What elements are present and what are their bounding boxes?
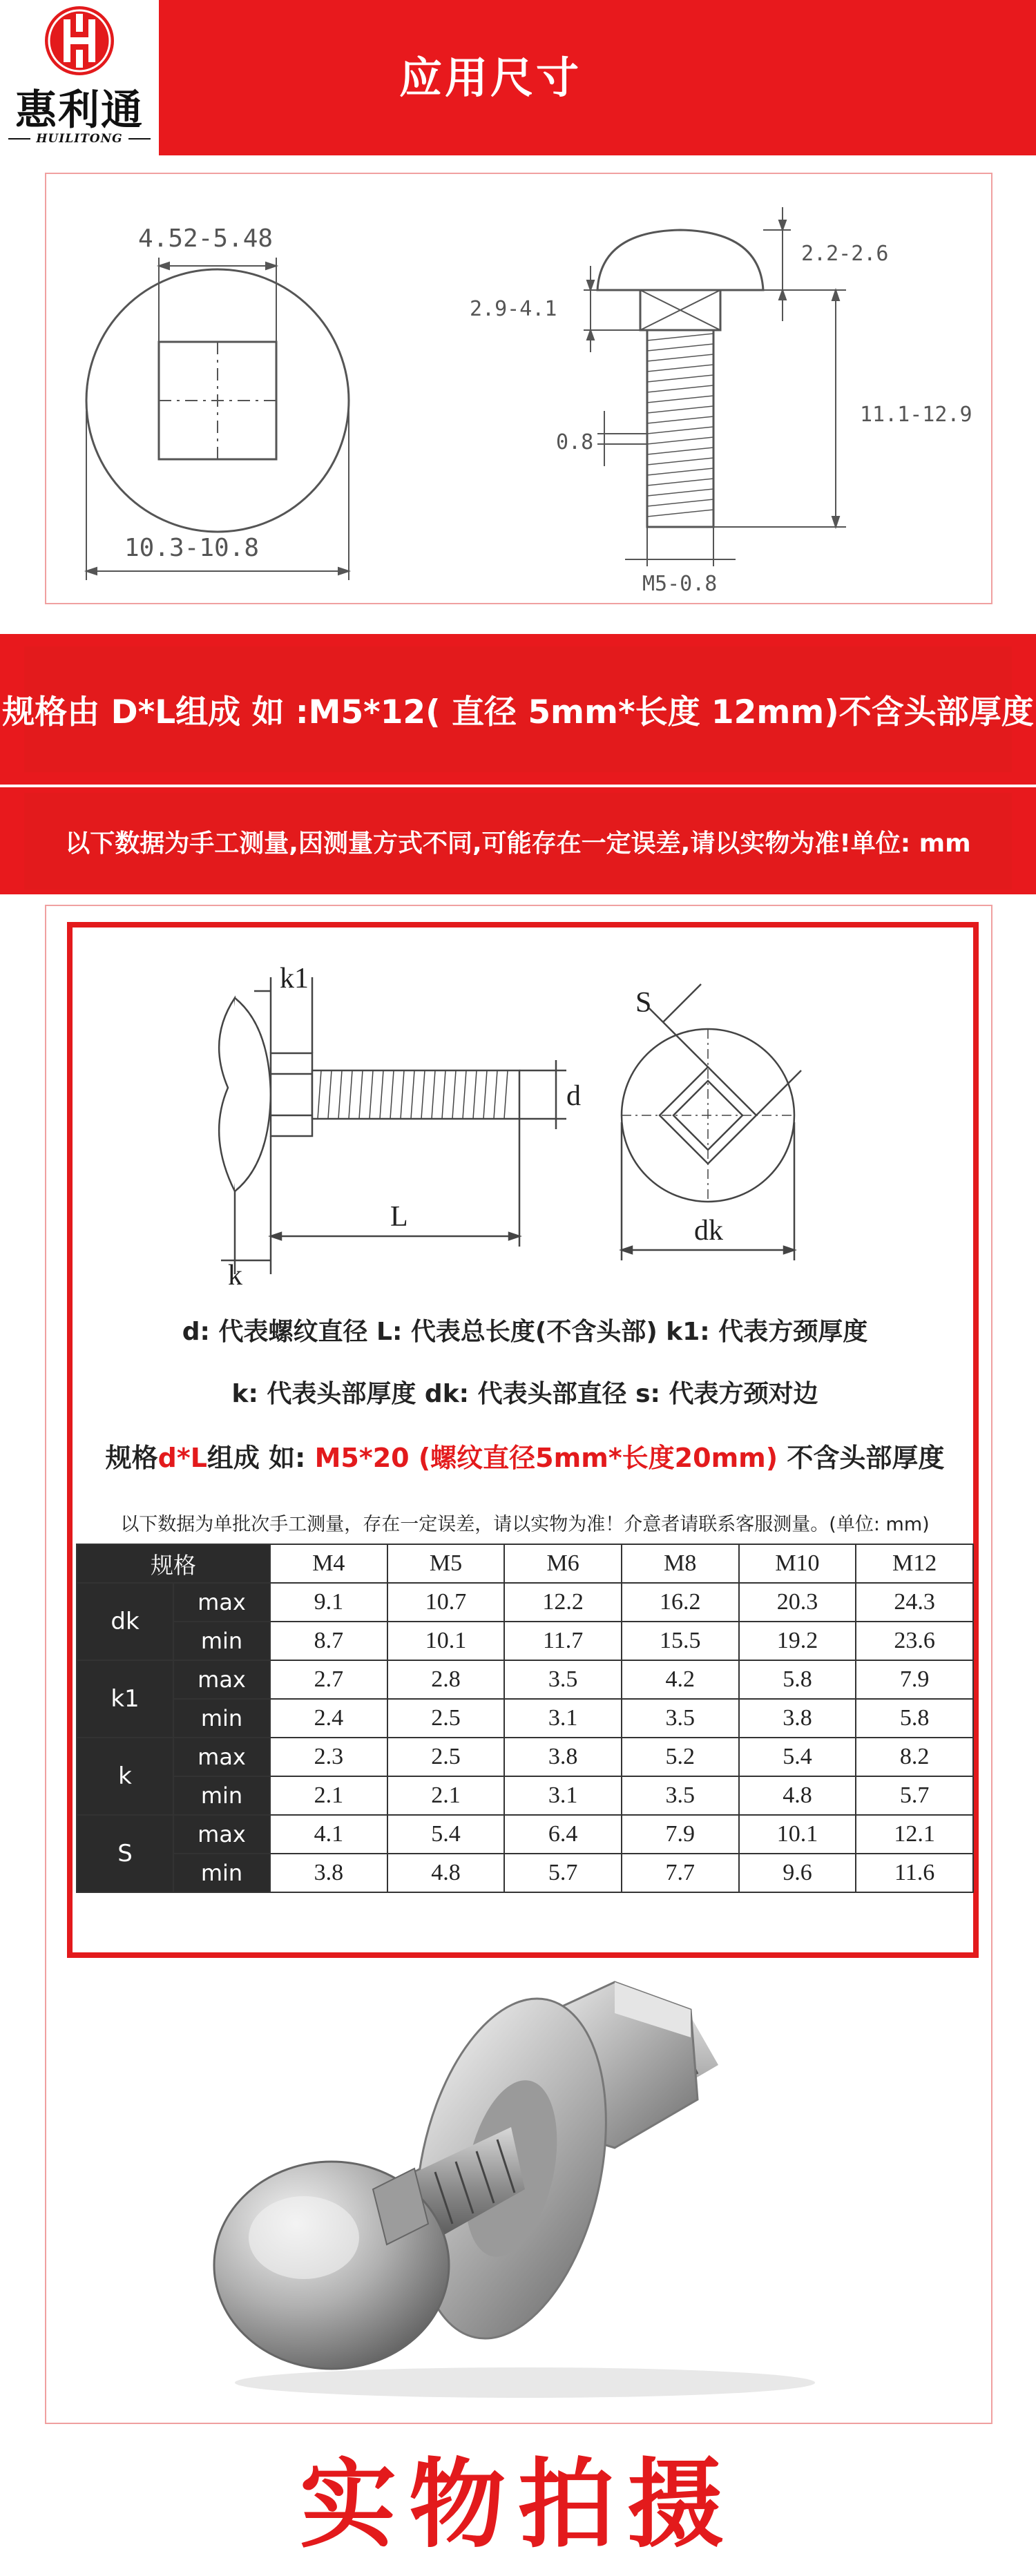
table-cell: 24.3 xyxy=(856,1583,973,1622)
bolt-head-side-view xyxy=(597,230,763,290)
size-header: M6 xyxy=(504,1544,622,1583)
table-cell: 20.3 xyxy=(739,1583,856,1622)
dim-pitch: 0.8 xyxy=(556,430,594,454)
dim-length: 11.1-12.9 xyxy=(860,403,972,427)
logo-name-en-row xyxy=(8,128,151,149)
table-cell: 10.7 xyxy=(387,1583,505,1622)
brand-logo xyxy=(0,0,159,155)
logo-emblem-icon xyxy=(43,4,116,77)
table-cell: 5.7 xyxy=(856,1776,973,1815)
table-row xyxy=(77,1854,973,1892)
table-cell: 4.1 xyxy=(270,1815,387,1854)
logo-name-cn: 惠利通 xyxy=(15,86,144,135)
dim-head-width: 4.52-5.48 xyxy=(138,224,274,253)
table-cell: 3.5 xyxy=(504,1660,622,1699)
table-cell: 4.8 xyxy=(739,1776,856,1815)
spec-format-text: 规格由 D*L组成 如 :M5*12( 直径 5mm*长度 12mm)不含头部厚度 xyxy=(24,646,1012,772)
table-cell: 6.4 xyxy=(504,1815,622,1854)
size-table-wrap xyxy=(76,1544,974,1893)
table-row xyxy=(77,1776,973,1815)
table-corner: 规格 xyxy=(77,1544,270,1583)
measurement-note-band xyxy=(0,787,1036,894)
dimension-label: S xyxy=(77,1815,173,1892)
legend-text-line2: k: 代表头部厚度 dk: 代表头部直径 s: 代表方颈对边 xyxy=(231,1380,818,1408)
size-header: M4 xyxy=(270,1544,387,1583)
size-header: M8 xyxy=(622,1544,739,1583)
table-cell: 9.6 xyxy=(739,1854,856,1892)
table-cell: 2.7 xyxy=(270,1660,387,1699)
spec-dl: d*L xyxy=(157,1443,207,1473)
dimension-label: k xyxy=(77,1738,173,1815)
table-cell: 3.1 xyxy=(504,1776,622,1815)
table-cell: 2.1 xyxy=(270,1776,387,1815)
table-cell: 19.2 xyxy=(739,1622,856,1660)
table-cell: 11.7 xyxy=(504,1622,622,1660)
table-cell: 8.2 xyxy=(856,1738,973,1776)
table-cell: 3.1 xyxy=(504,1699,622,1738)
real-photo-title: 实物拍摄 xyxy=(299,2449,736,2561)
table-cell: 3.5 xyxy=(622,1776,739,1815)
table-cell: 3.5 xyxy=(622,1699,739,1738)
legend-label-k1: k1 xyxy=(280,963,309,994)
table-cell: 3.8 xyxy=(270,1854,387,1892)
table-cell: 2.8 xyxy=(387,1660,505,1699)
table-row xyxy=(77,1815,973,1854)
spec-example-line xyxy=(73,1436,977,1474)
table-cell: 5.8 xyxy=(739,1660,856,1699)
table-cell: 7.9 xyxy=(856,1660,973,1699)
table-cell: 8.7 xyxy=(270,1622,387,1660)
table-cell: 5.4 xyxy=(387,1815,505,1854)
size-header: M10 xyxy=(739,1544,856,1583)
bolt-legend-drawing xyxy=(193,957,884,1288)
table-cell: 10.1 xyxy=(387,1622,505,1660)
legend-label-L: L xyxy=(390,1201,408,1233)
range-type-label: min xyxy=(173,1699,270,1738)
table-cell: 4.2 xyxy=(622,1660,739,1699)
legend-text-line1: d: 代表螺纹直径 L: 代表总长度(不含头部) k1: 代表方颈厚度 xyxy=(182,1318,868,1346)
table-row xyxy=(77,1699,973,1738)
table-cell: 4.8 xyxy=(387,1854,505,1892)
spec-prefix: 规格 xyxy=(105,1443,158,1473)
table-cell: 23.6 xyxy=(856,1622,973,1660)
table-cell: 9.1 xyxy=(270,1583,387,1622)
table-cell: 16.2 xyxy=(622,1583,739,1622)
logo-name-en: HUILITONG xyxy=(36,132,123,146)
page-title: 应用尺寸 xyxy=(399,52,582,103)
spec-format-band xyxy=(0,634,1036,785)
legend-label-S: S xyxy=(635,987,652,1019)
size-header: M12 xyxy=(856,1544,973,1583)
table-cell: 7.7 xyxy=(622,1854,739,1892)
dimension-label: dk xyxy=(77,1583,173,1660)
dim-thread: M5-0.8 xyxy=(642,572,718,596)
table-cell: 3.8 xyxy=(739,1699,856,1738)
table-cell: 12.2 xyxy=(504,1583,622,1622)
range-type-label: max xyxy=(173,1738,270,1776)
table-cell: 15.5 xyxy=(622,1622,739,1660)
legend-thread xyxy=(312,1070,519,1119)
table-cell: 11.6 xyxy=(856,1854,973,1892)
table-cell: 2.5 xyxy=(387,1738,505,1776)
table-header-row xyxy=(77,1544,973,1583)
table-row xyxy=(77,1583,973,1622)
table-cell: 3.8 xyxy=(504,1738,622,1776)
logo-divider xyxy=(8,138,30,140)
range-type-label: min xyxy=(173,1776,270,1815)
product-photo xyxy=(166,1961,856,2410)
table-row xyxy=(77,1622,973,1660)
table-cell: 5.4 xyxy=(739,1738,856,1776)
legend-label-k: k xyxy=(228,1260,242,1288)
size-header: M5 xyxy=(387,1544,505,1583)
dim-neck-height: 2.9-4.1 xyxy=(470,297,557,321)
spec-mid: 组成 如: xyxy=(207,1443,315,1473)
table-cell: 5.8 xyxy=(856,1699,973,1738)
measurement-note-text: 以下数据为手工测量,因测量方式不同,可能存在一定误差,请以实物为准!单位: mm xyxy=(24,793,1012,890)
table-row xyxy=(77,1738,973,1776)
spec-suffix: 不含头部厚度 xyxy=(778,1443,945,1473)
table-cell: 2.4 xyxy=(270,1699,387,1738)
table-body xyxy=(77,1583,973,1892)
spec-example: M5*20 (螺纹直径5mm*长度20mm) xyxy=(314,1443,778,1473)
range-type-label: max xyxy=(173,1660,270,1699)
range-type-label: max xyxy=(173,1583,270,1622)
carriage-bolt-dimension-drawing xyxy=(59,183,991,604)
table-cell: 5.2 xyxy=(622,1738,739,1776)
table-note: 以下数据为单批次手工测量，存在一定误差，请以实物为准！介意者请联系客服测量。(单位: mm) xyxy=(120,1514,930,1535)
range-type-label: min xyxy=(173,1854,270,1892)
range-type-label: min xyxy=(173,1622,270,1660)
table-cell: 2.1 xyxy=(387,1776,505,1815)
table-row xyxy=(77,1660,973,1699)
table-cell: 10.1 xyxy=(739,1815,856,1854)
range-type-label: max xyxy=(173,1815,270,1854)
table-cell: 2.5 xyxy=(387,1699,505,1738)
dim-head-height: 2.2-2.6 xyxy=(801,242,889,266)
table-cell: 7.9 xyxy=(622,1815,739,1854)
logo-divider xyxy=(128,138,151,140)
legend-label-dk: dk xyxy=(694,1215,723,1247)
header-banner xyxy=(0,0,1036,155)
table-cell: 5.7 xyxy=(504,1854,622,1892)
size-table xyxy=(76,1544,974,1893)
dim-diameter: 10.3-10.8 xyxy=(124,534,260,562)
dimension-label: k1 xyxy=(77,1660,173,1738)
legend-label-d: d xyxy=(566,1080,581,1112)
table-cell: 2.3 xyxy=(270,1738,387,1776)
table-cell: 12.1 xyxy=(856,1815,973,1854)
